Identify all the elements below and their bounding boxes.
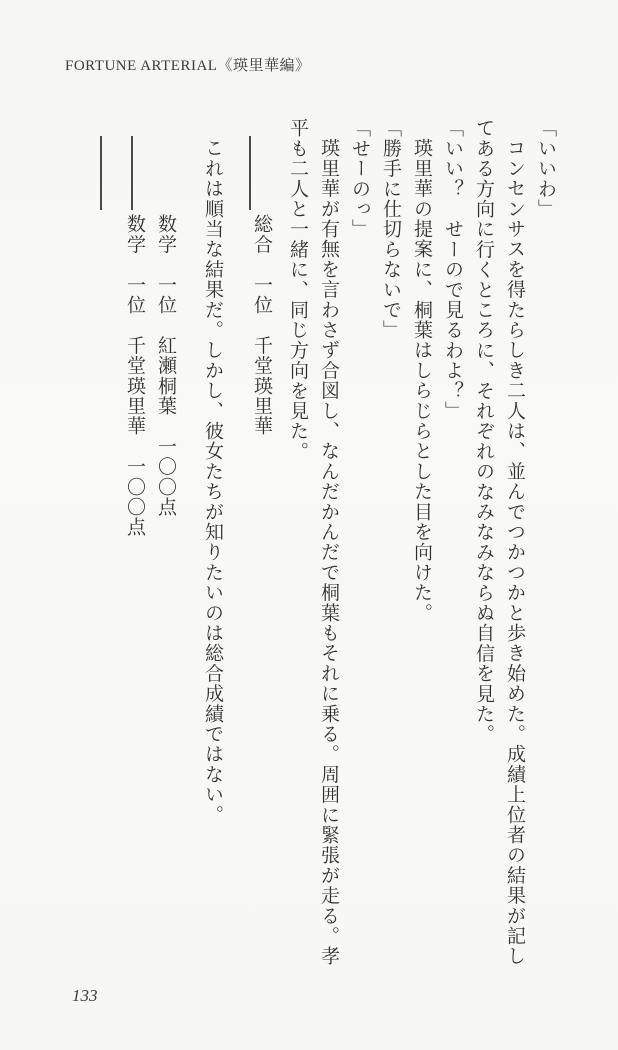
text-line: てある方向に行くところに、それぞれのなみなみならぬ自信を見た。	[473, 118, 494, 745]
page-number: 133	[72, 986, 98, 1005]
result-line-math-1: 数学 一位 紅瀬桐葉 一〇〇点	[155, 214, 176, 517]
em-dash-rule	[100, 136, 102, 210]
novel-text-block	[113, 118, 555, 970]
text-line-dialogue: 「いいわ」	[535, 118, 556, 219]
running-header: FORTUNE ARTERIAL《瑛里華編》	[65, 58, 311, 74]
em-dash-rule	[249, 136, 251, 210]
result-line-overall: 総合 一位 千堂瑛里華	[251, 214, 272, 437]
text-line: コンセンサスを得たらしき二人は、並んでつかつかと歩き始めた。成績上位者の結果が記し	[504, 138, 525, 967]
text-line: 瑛里華の提案に、桐葉はしらじらとした目を向けた。	[411, 138, 432, 623]
text-line: 瑛里華が有無を言わさず合図し、なんだかんだで桐葉もそれに乗る。周囲に緊張が走る。孝	[318, 138, 339, 967]
result-line-math-2: 数学 一位 千堂瑛里華 一〇〇点	[124, 214, 145, 538]
text-line: これは順当な結果だ。しかし、彼女たちが知りたいのは総合成績ではない。	[202, 138, 223, 825]
text-line-dialogue: 「せーのっ」	[349, 118, 370, 240]
text-line-dialogue: 「いい？ せーので見るわよ？」	[442, 118, 463, 421]
text-line-dialogue: 「勝手に仕切らないで」	[380, 118, 401, 341]
text-line: 平も二人と一緒に、同じ方向を見た。	[287, 118, 308, 462]
em-dash-rule	[131, 136, 133, 210]
